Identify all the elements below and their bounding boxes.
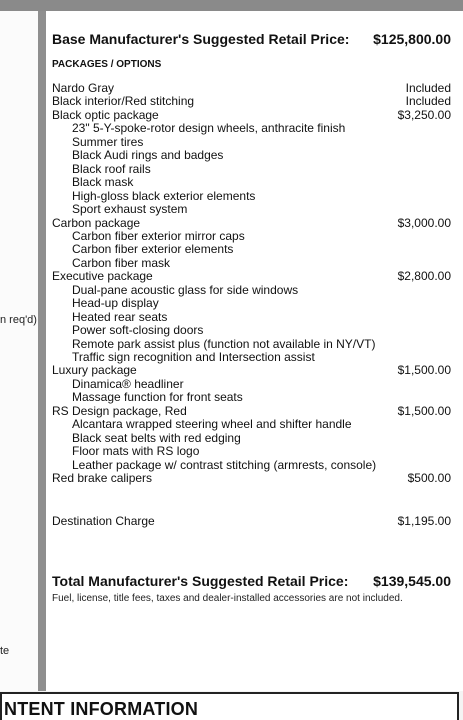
option-label: Black interior/Red stitching [52, 94, 195, 109]
option-feature: Summer tires [72, 134, 144, 149]
option-price: $3,250.00 [397, 107, 451, 122]
left-clipped-text: n req'd) [0, 314, 37, 326]
option-feature: Carbon fiber mask [72, 255, 171, 270]
option-feature: Black Audi rings and badges [72, 148, 224, 163]
vertical-divider [38, 11, 46, 691]
option-label: Nardo Gray [52, 81, 115, 95]
option-label: Luxury package [52, 363, 137, 378]
left-panel [0, 11, 38, 691]
option-feature: High-gloss black exterior elements [72, 188, 256, 203]
option-feature: Black mask [72, 175, 134, 190]
destination-price: $1,195.00 [397, 514, 451, 528]
content-information-title: NTENT INFORMATION [4, 699, 199, 719]
option-feature: Dinamica® headliner [72, 376, 184, 391]
option-label: Red brake calipers [52, 471, 153, 486]
option-price: $2,800.00 [397, 269, 451, 284]
option-price: $500.00 [407, 471, 451, 486]
option-label: RS Design package, Red [52, 403, 187, 418]
footnote: Fuel, license, title fees, taxes and dealer-installed accessories are not included. [52, 593, 403, 604]
option-feature: Head-up display [72, 296, 159, 311]
option-price: Included [405, 94, 451, 109]
option-feature: Black roof rails [72, 161, 151, 176]
option-feature: Remote park assist plus (function not available in NY/VT) [72, 336, 376, 351]
top-bar [0, 0, 463, 11]
option-price: Included [405, 81, 451, 95]
option-price: $3,000.00 [397, 215, 451, 230]
option-feature: Black seat belts with red edging [72, 430, 241, 445]
option-feature: Sport exhaust system [72, 202, 188, 217]
option-feature: Power soft-closing doors [72, 323, 204, 338]
option-feature: Leather package w/ contrast stitching (armrests, console) [72, 457, 377, 472]
base-price-value: $125,800.00 [373, 31, 451, 47]
left-clipped-text: te [0, 645, 10, 657]
option-label: Executive package [52, 269, 153, 284]
total-price-label: Total Manufacturer's Suggested Retail Price: [52, 573, 349, 589]
option-label: Carbon package [52, 215, 141, 230]
option-price: $1,500.00 [397, 403, 451, 418]
destination-label: Destination Charge [52, 514, 155, 528]
section-title: PACKAGES / OPTIONS [52, 59, 162, 70]
option-price: $1,500.00 [397, 363, 451, 378]
content-information-box [0, 692, 459, 720]
total-price-value: $139,545.00 [373, 573, 451, 589]
option-feature: Traffic sign recognition and Intersection assist [72, 350, 315, 364]
option-feature: Alcantara wrapped steering wheel and shifter handle [72, 417, 352, 432]
option-feature: Heated rear seats [72, 309, 168, 324]
option-feature: Massage function for front seats [72, 390, 243, 405]
option-feature: Carbon fiber exterior mirror caps [72, 228, 245, 243]
option-label: Black optic package [52, 107, 159, 122]
option-feature: Carbon fiber exterior elements [72, 242, 234, 257]
option-feature: Dual-pane acoustic glass for side windows [72, 282, 299, 297]
option-feature: Floor mats with RS logo [72, 444, 200, 459]
base-price-label: Base Manufacturer's Suggested Retail Price: [52, 31, 350, 47]
option-feature: 23" 5-Y-spoke-rotor design wheels, anthracite finish [72, 121, 346, 136]
